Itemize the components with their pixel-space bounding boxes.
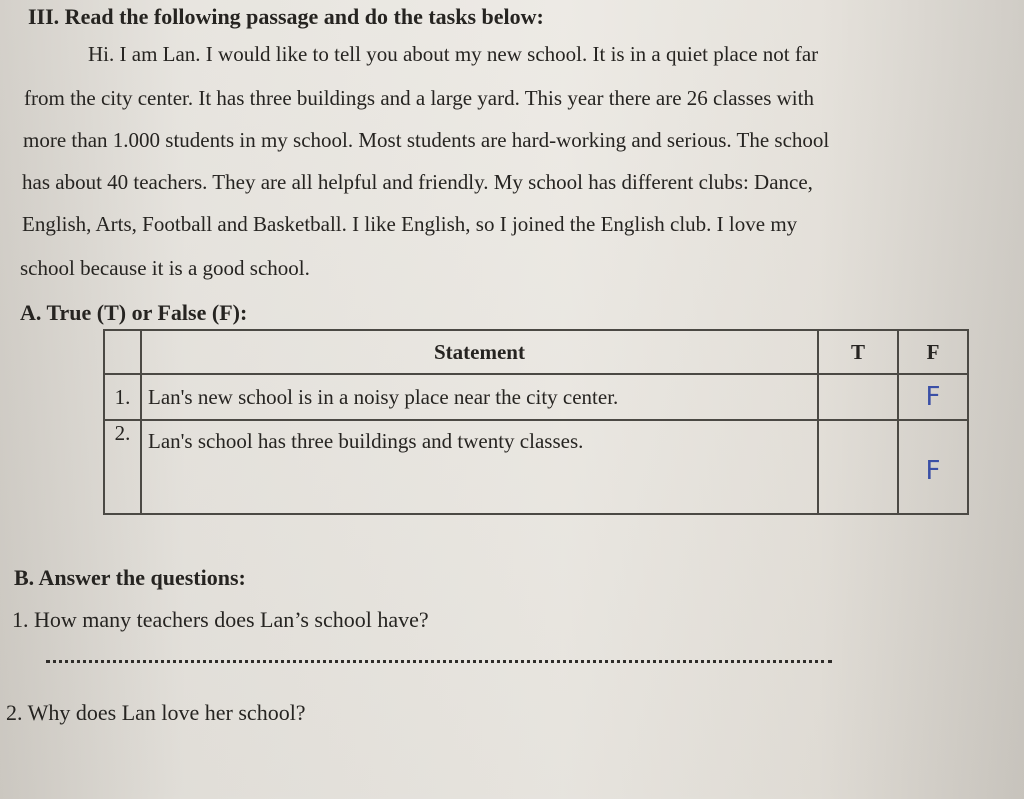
row-number: 2.	[104, 420, 141, 514]
passage-line-3: more than 1.000 students in my school. Most students are hard-working and serious. The school	[23, 128, 830, 152]
exercise-heading: III. Read the following passage and do the tasks below:	[28, 4, 544, 29]
passage-line-2: from the city center. It has three buildings and a large yard. This year there are 26 classes with	[24, 86, 814, 110]
table-row	[104, 420, 968, 514]
passage-line-6: school because it is a good school.	[20, 256, 310, 280]
section-b-title: B. Answer the questions:	[14, 565, 246, 590]
row-statement: Lan's new school is in a noisy place near the city center.	[141, 374, 818, 420]
header-true: T	[818, 330, 898, 374]
passage-line-4: has about 40 teachers. They are all helpful and friendly. My school has different clubs: Dance,	[22, 170, 813, 194]
header-false: F	[898, 330, 968, 374]
passage-line-1: Hi. I am Lan. I would like to tell you about my new school. It is in a quiet place not far	[88, 42, 819, 66]
question-2: 2. Why does Lan love her school?	[6, 700, 306, 725]
answer-line-1[interactable]	[46, 660, 832, 663]
section-a-title: A. True (T) or False (F):	[20, 300, 248, 325]
table-header-row	[104, 330, 968, 374]
header-number	[104, 330, 141, 374]
table-row	[104, 374, 968, 420]
row-false-cell[interactable]: F	[898, 420, 968, 514]
passage-line-5: English, Arts, Football and Basketball. I like English, so I joined the English club. I love my	[22, 212, 798, 236]
row-true-cell[interactable]	[818, 374, 898, 420]
row-statement: Lan's school has three buildings and twenty classes.	[141, 420, 818, 514]
row-number: 1.	[104, 374, 141, 420]
header-statement: Statement	[141, 330, 818, 374]
row-true-cell[interactable]	[818, 420, 898, 514]
true-false-table	[103, 329, 969, 515]
row-false-cell[interactable]: F	[898, 374, 968, 420]
question-1: 1. How many teachers does Lan’s school have?	[12, 607, 429, 632]
